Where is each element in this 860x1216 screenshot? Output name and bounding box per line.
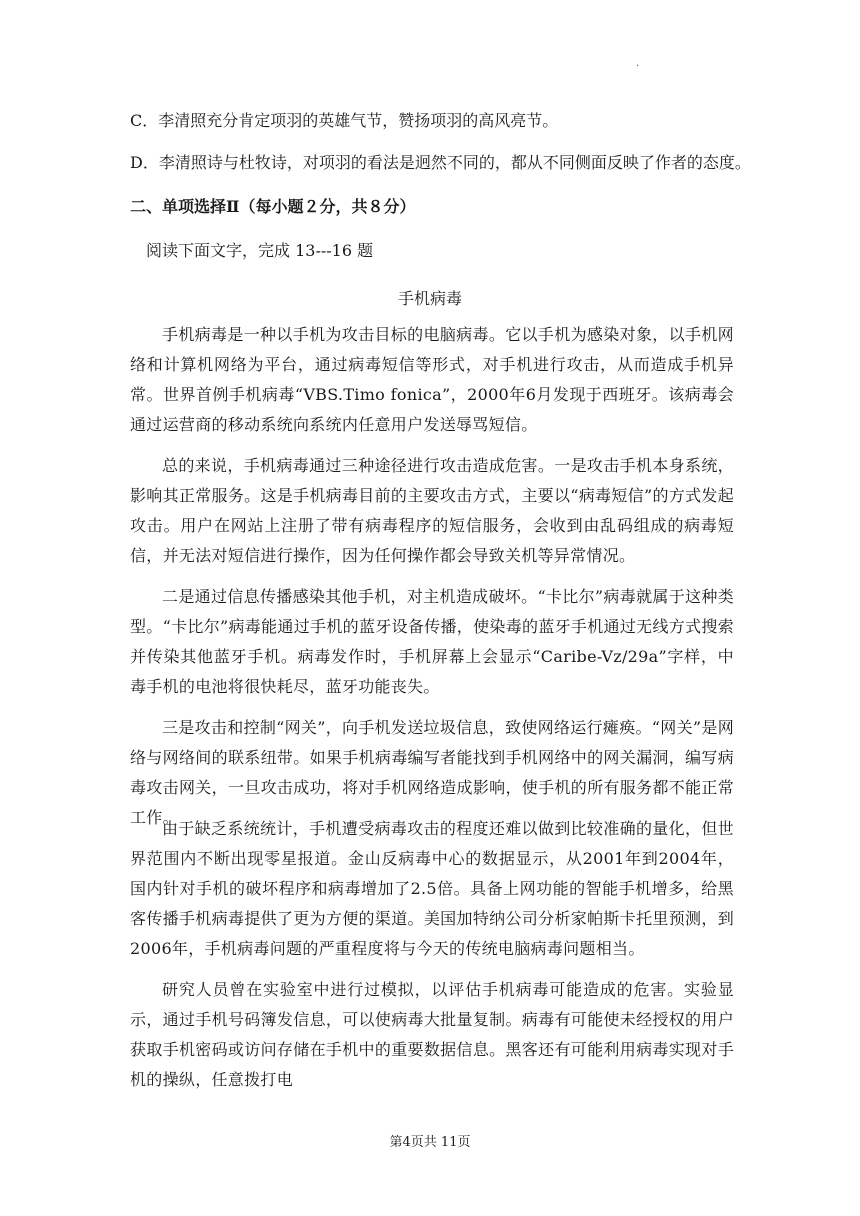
section-instruction: 阅读下面文字，完成 13---16 题 — [146, 241, 374, 260]
article-paragraph-1: 手机病毒是一种以手机为攻击目标的电脑病毒。它以手机为感染对象，以手机网络和计算机网络为平台，通过病毒短信等形式，对手机进行攻击，从而造成手机异常。世界首例手机病毒“VBS.Timo fonica”，2000年6月发现于西班牙。该病毒会通过运营商的移动系统向系统内任意用户发送辱骂短信。 — [130, 325, 734, 434]
article-paragraph-2: 总的来说，手机病毒通过三种途径进行攻击造成危害。一是攻击手机本身系统，影响其正常服务。这是手机病毒目前的主要攻击方式，主要以“病毒短信”的方式发起攻击。用户在网站上注册了带有病毒程序的短信服务，会收到由乱码组成的病毒短信，并无法对短信进行操作，因为任何操作都会导致关机等异常情况。 — [130, 456, 734, 565]
article-title: 手机病毒 — [397, 289, 462, 308]
page-footer: 第4页共 11页 — [389, 1135, 471, 1150]
article-paragraph-5: 由于缺乏系统统计，手机遭受病毒攻击的程度还难以做到比较准确的量化，但世界范围内不断出现零星报道。金山反病毒中心的数据显示，从2001年到2004年，国内针对手机的破坏程序和病毒增加了2.5倍。具备上网功能的智能手机增多，给黑客传播手机病毒提供了更为方便的渠道。美国加特纳公司分析家帕斯卡托里预测，到2006年，手机病毒问题的严重程度将与今天的传统电脑病毒问题相当。 — [130, 819, 734, 958]
section-heading: 二、单项选择Ⅱ（每小题２分，共８分） — [130, 197, 416, 216]
option-c: C．李清照充分肯定项羽的英雄气节，赞扬项羽的高风亮节。 — [130, 111, 559, 130]
option-d: D．李清照诗与杜牧诗，对项羽的看法是迥然不同的，都从不同侧面反映了作者的态度。 — [130, 153, 751, 172]
article-paragraph-6: 研究人员曾在实验室中进行过模拟，以评估手机病毒可能造成的危害。实验显示，通过手机号码簿发信息，可以使病毒大批量复制。病毒有可能使未经授权的用户获取手机密码或访问存储在手机中的重要数据信息。黑客还有可能利用病毒实现对手机的操纵，任意拨打电 — [130, 980, 734, 1089]
article-paragraph-4: 三是攻击和控制“网关”，向手机发送垃圾信息，致使网络运行瘫痪。“网关”是网络与网络间的联系纽带。如果手机病毒编写者能找到手机网络中的网关漏洞，编写病毒攻击网关，一旦攻击成功，将对手机网络造成影响，使手机的所有服务都不能正常工作。 — [130, 718, 734, 827]
article-paragraph-3: 二是通过信息传播感染其他手机，对主机造成破坏。“卡比尔”病毒就属于这种类型。“卡比尔”病毒能通过手机的蓝牙设备传播，使染毒的蓝牙手机通过无线方式搜索并传染其他蓝牙手机。病毒发作时，手机屏幕上会显示“Caribe-Vz/29a”字样，中毒手机的电池将很快耗尽，蓝牙功能丧失。 — [130, 587, 734, 696]
header-mark: . — [636, 58, 640, 69]
